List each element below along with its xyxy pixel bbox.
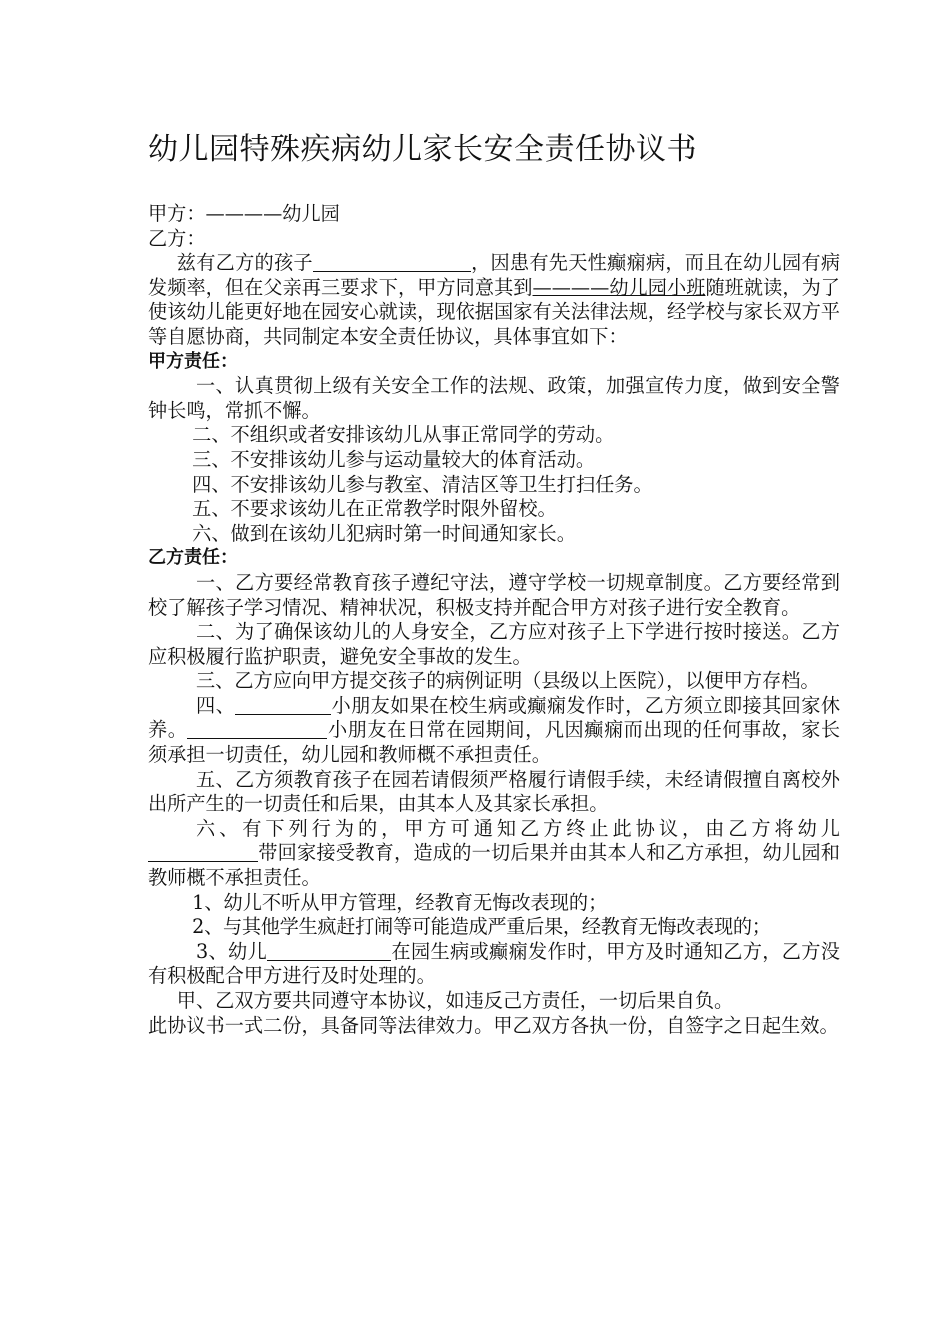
sub-item-3: [148, 940, 840, 989]
a-item-6: 六、做到在该幼儿犯病时第一时间通知家长。: [192, 521, 576, 545]
kindergarten-class-underlined: ————幼儿园小班: [532, 275, 706, 299]
a-item-3: 三、不安排该幼儿参与运动量较大的体育活动。: [192, 447, 596, 471]
b-item-2: 二、为了确保该幼儿的人身安全，乙方应对孩子上下学进行按时接送。乙方应积极履行监护职责，避免安全事故的发生。: [148, 620, 840, 668]
a-item-4: 四、不安排该幼儿参与教室、清洁区等卫生打扫任务。: [192, 472, 653, 496]
closing-line-2: 此协议书一式二份，具备同等法律效力。甲乙双方各执一份，自签字之日起生效。: [148, 1013, 839, 1037]
sub-item-3-text-2: 在园生病或癫痫发作时，甲方及时通知乙方，乙方没有积极配合甲方进行及时处理的。: [148, 939, 840, 988]
b-item-5: 五、乙方须教育孩子在园若请假须严格履行请假手续，未经请假擅自离校外出所产生的一切责任和后果，由其本人及其家长承担。: [148, 767, 840, 816]
child-name-blank: [235, 695, 331, 715]
b-item-6: [148, 817, 840, 891]
b-item-4-text-2: 小朋友如果在校生病或癫痫发作时，乙方须立即接其回家休养。: [148, 693, 841, 742]
child-name-blank: [267, 941, 391, 961]
b-item-6-text-2: 带回家接受教育，造成的一切后果并由其本人和乙方承担，幼儿园和教师概不承担责任。: [148, 841, 840, 890]
document-title: 幼儿园特殊疾病幼儿家长安全责任协议书: [148, 132, 697, 167]
party-b-line: 乙方：: [148, 226, 206, 250]
party-b-responsibilities-heading: 乙方责任：: [148, 547, 238, 569]
closing-line-1: 甲、乙双方要共同遵守本协议，如违反己方责任，一切后果自负。: [176, 989, 734, 1012]
b-item-3: 三、乙方应向甲方提交孩子的病例证明（县级以上医院），以便甲方存档。: [196, 669, 820, 693]
party-a-responsibilities-heading: 甲方责任：: [148, 350, 238, 372]
b-item-4-text-3: 小朋友在日常在园期间，凡因癫痫而出现的任何事故，家长须承担一切责任，幼儿园和教师概不承担责任。: [148, 718, 841, 767]
document-page: [148, 128, 840, 1038]
intro-paragraph: [148, 251, 840, 349]
child-name-blank: [148, 842, 258, 862]
child-name-blank: [313, 252, 471, 272]
b-item-1: 一、乙方要经常教育孩子遵纪守法，遵守学校一切规章制度。乙方要经常到校了解孩子学习情况、精神状况，积极支持并配合甲方对孩子进行安全教育。: [148, 570, 840, 619]
sub-item-1: 1、幼儿不听从甲方管理，经教育无悔改表现的；: [192, 890, 608, 914]
sub-item-2: 2、与其他学生疯赶打闹等可能造成严重后果，经教育无悔改表现的；: [192, 915, 771, 939]
b-item-4-text-1: 四、: [196, 693, 236, 717]
sub-item-3-text-1: 3、幼儿: [196, 939, 268, 963]
b-item-4: [148, 694, 840, 768]
intro-text-3: 随班就读，为了使该幼儿能更好地在园安心就读，现依据国家有关法律法规，经学校与家长双方平等自愿协商，共同制定本安全责任协议，具体事宜如下：: [148, 275, 840, 348]
a-item-2: 二、不组织或者安排该幼儿从事正常同学的劳动。: [192, 423, 615, 447]
a-item-5: 五、不要求该幼儿在正常教学时限外留校。: [192, 497, 557, 521]
a-item-1: 一、认真贯彻上级有关安全工作的法规、政策，加强宣传力度，做到安全警钟长鸣，常抓不懈。: [148, 374, 840, 422]
intro-text-1: 兹有乙方的孩子: [176, 251, 313, 275]
b-item-6-text-1: 六、有下列行为的，甲方可通知乙方终止此协议，由乙方将幼儿: [196, 816, 840, 840]
child-name-blank: [187, 719, 327, 739]
party-a-line: 甲方：————幼儿园: [148, 202, 340, 225]
intro-text-2: ，因患有先天性癫痫病，而且在幼儿园有病发频率，但在父亲再三要求下，甲方同意其到: [148, 251, 841, 299]
